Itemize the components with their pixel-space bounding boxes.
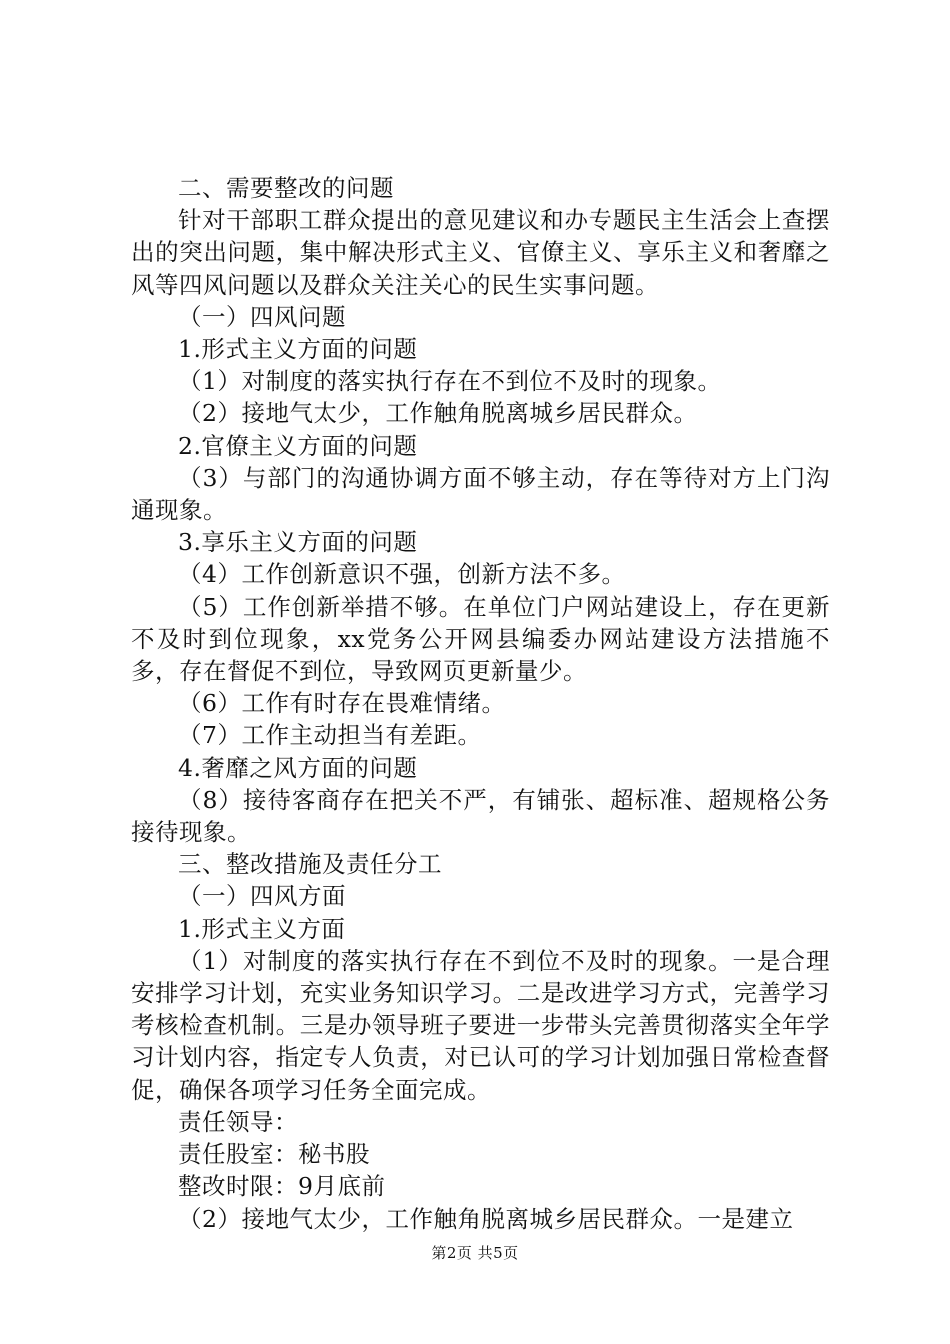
paragraph: 针对干部职工群众提出的意见建议和办专题民主生活会上查摆出的突出问题，集中解决形式主义、官僚主义、享乐主义和奢靡之风等四风问题以及群众关注关心的民生实事问题。 [131,206,830,299]
responsible-leader: 责任领导： [178,1107,298,1136]
list-item: （7）工作主动担当有差距。 [178,721,482,750]
item-heading: 4.奢靡之风方面的问题 [178,753,418,782]
list-item: （3）与部门的沟通协调方面不够主动，存在等待对方上门沟通现象。 [131,463,830,525]
item-heading: 1.形式主义方面的问题 [178,335,418,364]
list-item: （8）接待客商存在把关不严，有铺张、超标准、超规格公务接待现象。 [131,785,830,847]
list-item: （5）工作创新举措不够。在单位门户网站建设上，存在更新不及时到位现象，xx党务公开网县编委办网站建设方法措施不多，存在督促不到位，导致网页更新量少。 [131,592,830,686]
section-heading: 二、需要整改的问题 [178,174,394,202]
page-number-footer: 第2页 共5页 [431,1244,519,1262]
list-item: （6）工作有时存在畏难情绪。 [178,689,506,718]
list-item: （2）接地气太少，工作触角脱离城乡居民群众。一是建立 [178,1204,794,1233]
subsection-heading: （一）四风方面 [178,882,346,911]
list-item: （2）接地气太少，工作触角脱离城乡居民群众。 [178,399,698,428]
subsection-heading: （一）四风问题 [178,302,346,331]
list-item: （4）工作创新意识不强，创新方法不多。 [178,560,626,589]
responsible-office: 责任股室：秘书股 [178,1140,370,1169]
document-body [131,172,830,1235]
deadline: 整改时限：9月底前 [178,1172,386,1201]
section-heading: 三、整改措施及责任分工 [178,850,442,879]
item-heading: 2.官僚主义方面的问题 [178,431,418,460]
list-item: （1）对制度的落实执行存在不到位不及时的现象。一是合理安排学习计划，充实业务知识学习。二是改进学习方式，完善学习考核检查机制。三是办领导班子要进一步带头完善贯彻落实全年学习计划内容，指定专人负责，对已认可的学习计划加强日常检查督促，确保各项学习任务全面完成。 [131,946,830,1104]
list-item: （1）对制度的落实执行存在不到位不及时的现象。 [178,367,722,396]
item-heading: 1.形式主义方面 [178,914,346,943]
item-heading: 3.享乐主义方面的问题 [178,528,418,557]
